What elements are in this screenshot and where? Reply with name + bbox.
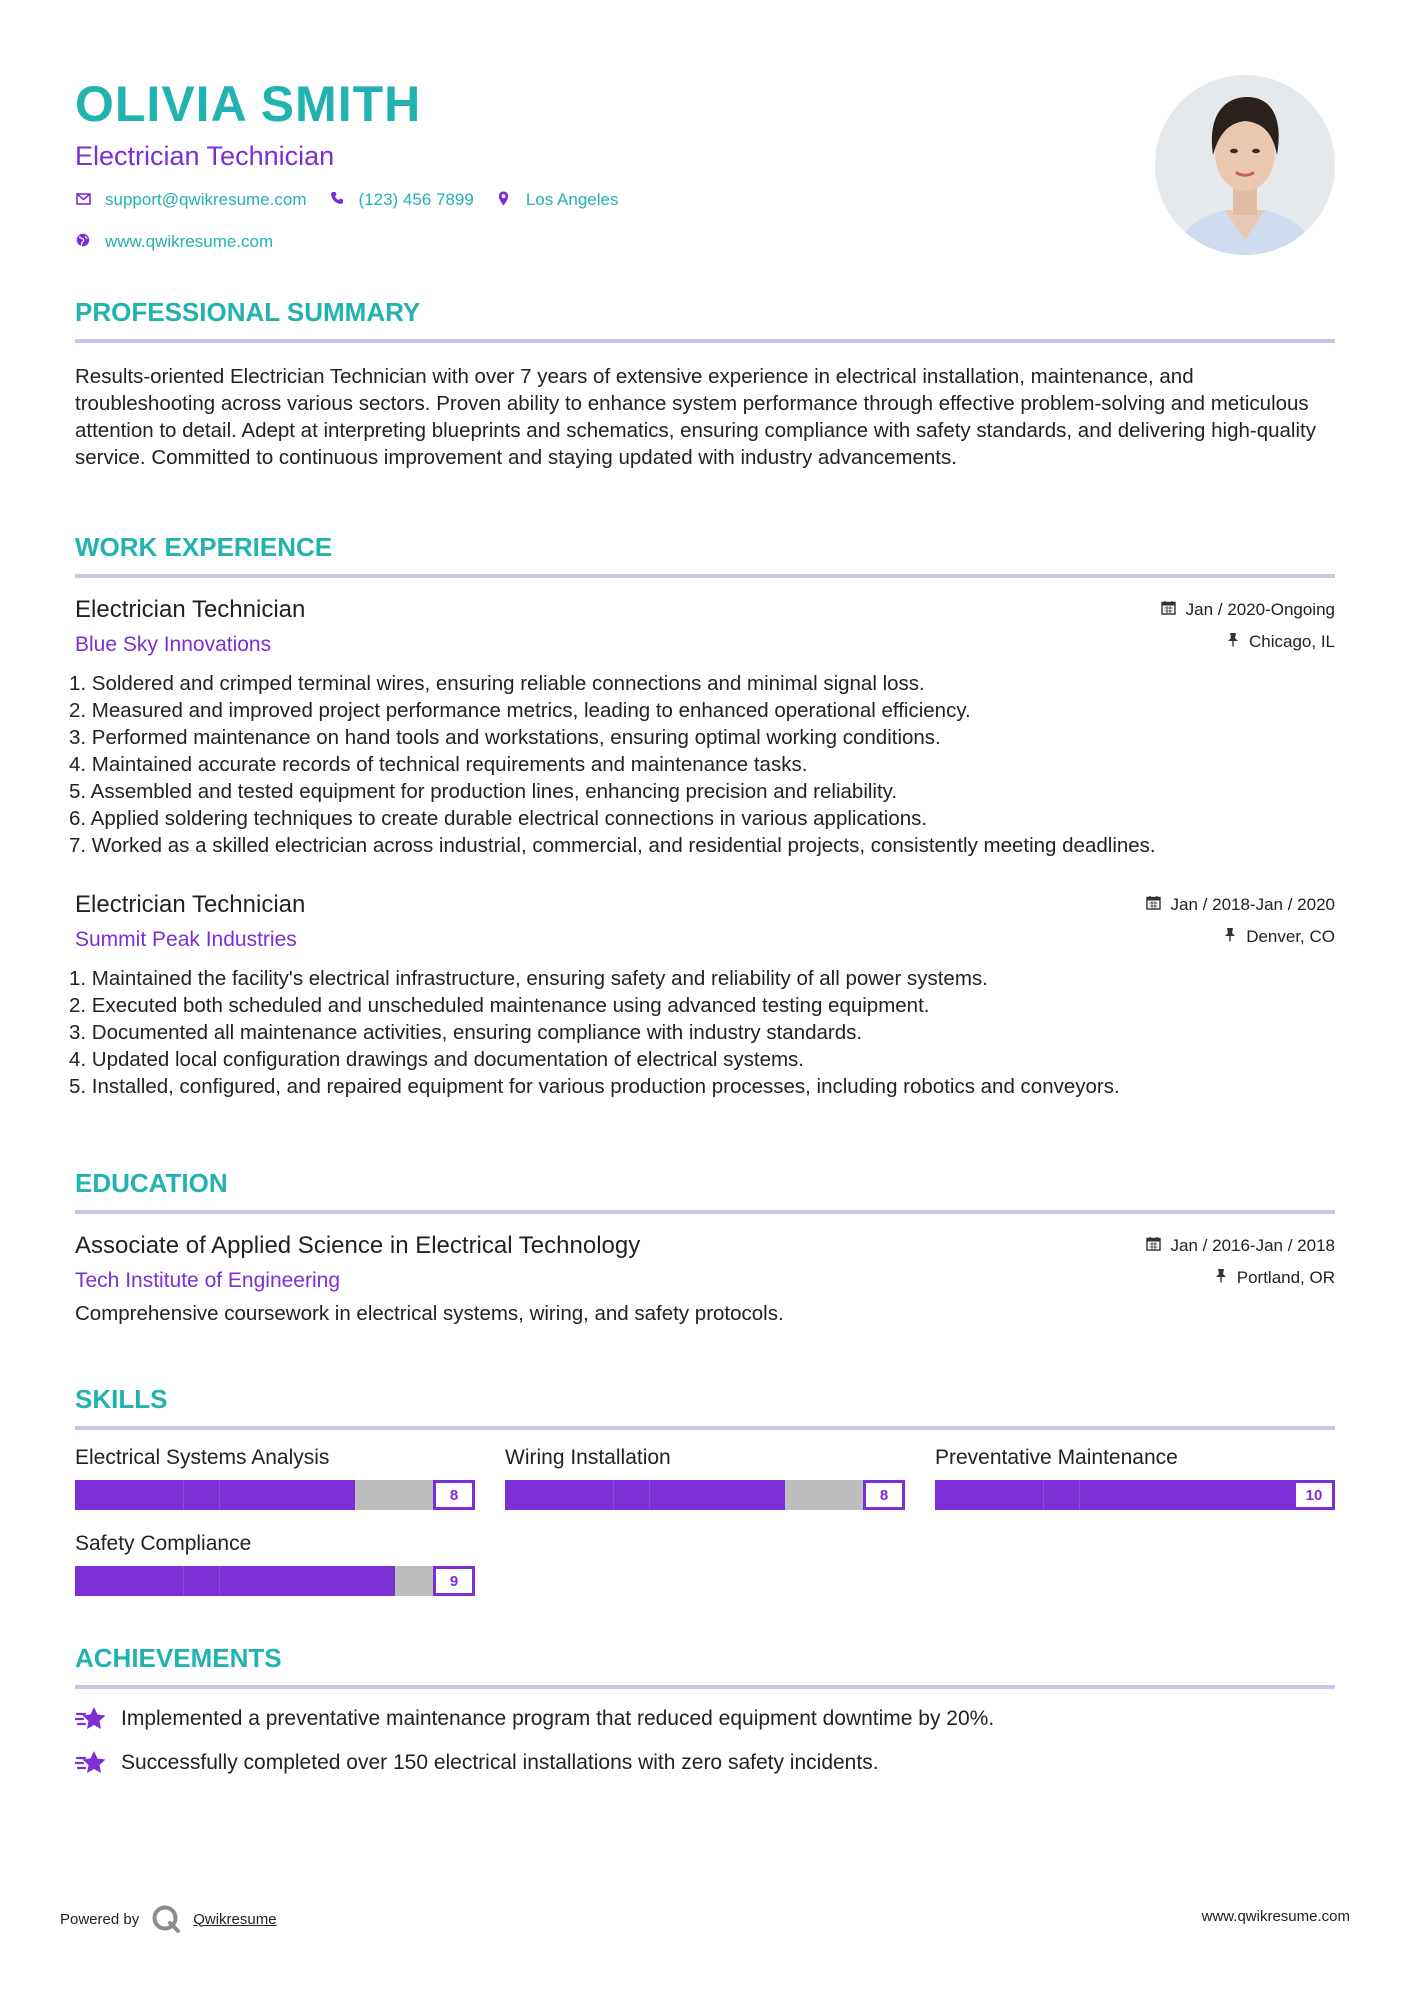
skill-item: [505, 1444, 905, 1510]
job-date-text: Jan / 2020-Ongoing: [1185, 600, 1335, 619]
page-footer: [60, 1896, 1350, 1936]
skill-name: Electrical Systems Analysis: [75, 1446, 330, 1469]
star-icon: [75, 1705, 107, 1733]
star-icon: [75, 1749, 107, 1777]
education-entry: [75, 1230, 1335, 1327]
skill-bar-segment: [183, 1566, 184, 1596]
skills-grid: [75, 1444, 1335, 1596]
phone-icon: [329, 191, 345, 209]
skill-item: [75, 1444, 475, 1510]
qwikresume-logo-icon: [151, 1904, 181, 1934]
skill-name: Wiring Installation: [505, 1446, 671, 1469]
job-company: Blue Sky Innovations: [75, 633, 272, 656]
skill-bar: [935, 1480, 1335, 1510]
achievements-heading: ACHIEVEMENTS: [75, 1643, 282, 1673]
skill-bar: [75, 1566, 475, 1596]
powered-by-label: Powered by: [60, 1910, 140, 1928]
list-item: 1. Soldered and crimped terminal wires, ensuring reliable connections and minimal signal loss.: [69, 672, 925, 695]
pushpin-icon: [1227, 632, 1239, 652]
list-item: 4. Maintained accurate records of technical requirements and maintenance tasks.: [69, 753, 808, 776]
pushpin-icon: [1224, 927, 1236, 947]
job-bullets: [69, 965, 1335, 1100]
email-text: support@qwikresume.com: [105, 190, 307, 209]
education-location: [1215, 1268, 1335, 1288]
footer-url[interactable]: www.qwikresume.com: [1201, 1908, 1350, 1925]
list-item: 2. Measured and improved project performance metrics, leading to enhanced operational efficiency.: [69, 699, 971, 722]
achievement-item: [75, 1749, 1335, 1777]
skill-bar-fill: [935, 1480, 1335, 1510]
calendar-icon: [1146, 1236, 1161, 1256]
calendar-icon: [1161, 600, 1176, 620]
skill-bar-segment: [183, 1480, 184, 1510]
job-entry: [69, 889, 1335, 1100]
contact-location: [496, 187, 619, 213]
map-pin-icon: [496, 191, 512, 210]
section-divider: [75, 1210, 1335, 1214]
job-bullets: [69, 670, 1335, 859]
job-title: Electrician Technician: [75, 596, 306, 623]
skill-level: 9: [433, 1566, 475, 1596]
skill-name: Preventative Maintenance: [935, 1446, 1178, 1469]
achievement-text: Implemented a preventative maintenance program that reduced equipment downtime by 20%.: [121, 1707, 995, 1730]
summary-text: Results-oriented Electrician Technician with over 7 years of extensive experience in electrical installation, maintenance, and troubleshooting across various sectors. Proven ability to enhance system performance through effective problem-solving and meticulous attention to detail. Adept at interpreting blueprints and schematics, ensuring compliance with safety standards, and delivering high-quality service. Committed to continuous improvement and staying updated with industry advancements.: [75, 365, 1316, 469]
skill-bar-segment: [1079, 1480, 1080, 1510]
education-date: [1146, 1236, 1335, 1256]
skill-bar-fill: [505, 1480, 785, 1510]
job-date: [1146, 895, 1335, 915]
list-item: 1. Maintained the facility's electrical infrastructure, ensuring safety and reliability of all power systems.: [69, 967, 988, 990]
job-location-text: Chicago, IL: [1249, 632, 1335, 651]
job-date: [1161, 600, 1335, 620]
list-item: 7. Worked as a skilled electrician across industrial, commercial, and residential projects, consistently meeting deadlines.: [69, 834, 1156, 857]
experience-section: [69, 530, 1335, 1100]
skill-level: 10: [1293, 1480, 1335, 1510]
job-location-text: Denver, CO: [1246, 927, 1335, 946]
skills-heading: SKILLS: [75, 1384, 168, 1414]
contact-email[interactable]: [75, 187, 307, 213]
experience-heading: WORK EXPERIENCE: [75, 532, 333, 562]
calendar-icon: [1146, 895, 1161, 915]
education-section: [75, 1166, 1335, 1327]
skill-bar-segment: [1043, 1480, 1044, 1510]
list-item: 2. Executed both scheduled and unscheduled maintenance using advanced testing equipment.: [69, 994, 930, 1017]
list-item: 5. Installed, configured, and repaired equipment for various production processes, including robotics and conveyors.: [69, 1075, 1120, 1098]
contact-list: [75, 187, 775, 255]
skill-bar: [505, 1480, 905, 1510]
degree-title: Associate of Applied Science in Electrical Technology: [75, 1232, 641, 1259]
achievement-text: Successfully completed over 150 electrical installations with zero safety incidents.: [121, 1751, 879, 1774]
candidate-title: Electrician Technician: [75, 141, 335, 171]
skill-level: 8: [433, 1480, 475, 1510]
pushpin-icon: [1215, 1268, 1227, 1288]
job-location: [1227, 632, 1335, 652]
list-item: 6. Applied soldering techniques to create durable electrical connections in various applications.: [69, 807, 928, 830]
contact-phone[interactable]: [329, 187, 474, 213]
globe-icon: [75, 233, 91, 251]
candidate-name: OLIVIA SMITH: [75, 76, 422, 132]
powered-by: [60, 1904, 277, 1934]
skill-bar-segment: [219, 1566, 220, 1596]
job-company: Summit Peak Industries: [75, 928, 297, 951]
contact-website[interactable]: [75, 229, 273, 255]
phone-text: (123) 456 7899: [358, 190, 474, 209]
summary-section: [75, 295, 1335, 471]
skill-bar-segment: [613, 1480, 614, 1510]
education-heading: EDUCATION: [75, 1168, 228, 1198]
website-text: www.qwikresume.com: [105, 232, 274, 251]
achievements-section: [75, 1641, 1335, 1777]
education-location-text: Portland, OR: [1236, 1268, 1335, 1287]
location-text: Los Angeles: [525, 190, 619, 209]
skills-section: [75, 1382, 1335, 1596]
section-divider: [75, 339, 1335, 343]
skill-bar-segment: [649, 1480, 650, 1510]
skill-level: 8: [863, 1480, 905, 1510]
profile-photo: [1155, 75, 1335, 255]
skill-bar-segment: [219, 1480, 220, 1510]
summary-heading: PROFESSIONAL SUMMARY: [75, 297, 421, 327]
skill-item: [935, 1444, 1335, 1510]
skill-bar-fill: [75, 1566, 395, 1596]
list-item: 4. Updated local configuration drawings and documentation of electrical systems.: [69, 1048, 804, 1071]
school-name: Tech Institute of Engineering: [75, 1269, 341, 1292]
section-divider: [75, 1426, 1335, 1430]
education-date-text: Jan / 2016-Jan / 2018: [1170, 1236, 1335, 1255]
list-item: 5. Assembled and tested equipment for production lines, enhancing precision and reliability.: [69, 780, 898, 803]
job-title: Electrician Technician: [75, 891, 306, 918]
list-item: 3. Performed maintenance on hand tools and workstations, ensuring optimal working conditions.: [69, 726, 941, 749]
job-location: [1224, 927, 1335, 947]
skill-name: Safety Compliance: [75, 1532, 252, 1555]
education-description: Comprehensive coursework in electrical systems, wiring, and safety protocols.: [75, 1302, 784, 1325]
skill-item: [75, 1530, 475, 1596]
section-divider: [75, 574, 1335, 578]
brand-link[interactable]: Qwikresume: [193, 1910, 277, 1928]
job-date-text: Jan / 2018-Jan / 2020: [1170, 895, 1335, 914]
envelope-icon: [75, 192, 91, 209]
resume-header: [75, 75, 1335, 260]
job-entry: [69, 594, 1335, 859]
skill-bar-fill: [75, 1480, 355, 1510]
skill-bar: [75, 1480, 475, 1510]
section-divider: [75, 1685, 1335, 1689]
achievement-item: [75, 1705, 1335, 1733]
list-item: 3. Documented all maintenance activities, ensuring compliance with industry standards.: [69, 1021, 863, 1044]
